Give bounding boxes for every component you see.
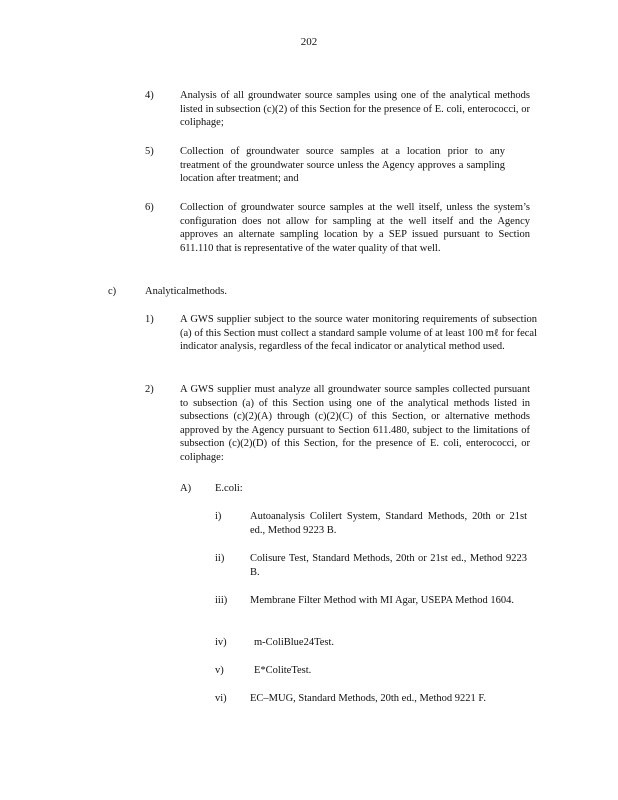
page-number: 202	[300, 36, 318, 48]
item-text: Collection of groundwater source samples at a location prior to any treatment of the groundwater source unless the Agency approves a sampling location after treatment; and	[180, 146, 505, 185]
method-label: i)	[215, 511, 222, 522]
section-label: c)	[108, 286, 117, 297]
method-text: m-ColiBlue24Test.	[254, 637, 335, 648]
method-text: Colisure Test, Standard Methods, 20th or 21st ed., Method 9223 B.	[250, 553, 527, 578]
item-text: Analysis of all groundwater source samples using one of the analytical methods listed in subsection (c)(2) of this Section for the presence of E. coli, enterococci, or coliphage;	[180, 90, 530, 129]
item-text: A GWS supplier must analyze all groundwater source samples collected pursuant to subsection (a) of this Section using one of the analytical methods listed in subsections (c)(2)(A) through (c)(2)(C) of this Section, or alternative methods approved by the Agency pursuant to Section 611.480, subject to the limitations of subsection (c)(2)(D) of this Section, for the presence of E. coli, enterococci, or coliphage:	[180, 384, 530, 463]
method-label: vi)	[215, 693, 227, 704]
method-label: iv)	[215, 637, 227, 648]
method-label: v)	[215, 665, 224, 676]
item-text: Collection of groundwater source samples at the well itself, unless the system’s configuration does not allow for sampling at the well itself and the Agency approves an alternate sampling location by a SEP issued pursuant to Section 611.110 that is representative of the water quality of that well.	[180, 202, 530, 254]
method-text: Autoanalysis Colilert System, Standard Methods, 20th or 21st ed., Method 9223 B.	[250, 511, 527, 536]
subsection-label: A)	[180, 483, 192, 494]
section-title: Analyticalmethods.	[145, 286, 227, 297]
method-text: EC–MUG, Standard Methods, 20th ed., Method 9221 F.	[250, 693, 486, 704]
item-label: 6)	[145, 202, 154, 213]
item-label: 2)	[145, 384, 154, 395]
method-label: iii)	[215, 595, 228, 606]
item-label: 1)	[145, 314, 154, 325]
subsection-title: E.coli:	[215, 483, 243, 494]
item-label: 4)	[145, 90, 154, 101]
item-label: 5)	[145, 146, 154, 157]
item-text: A GWS supplier subject to the source water monitoring requirements of subsection (a) of this Section must collect a standard sample volume of at least 100 mℓ for fecal indicator analysis, regardless of the fecal indicator or analytical method used.	[180, 314, 537, 353]
method-label: ii)	[215, 553, 225, 564]
method-text: E*ColiteTest.	[254, 665, 312, 676]
method-text: Membrane Filter Method with MI Agar, USEPA Method 1604.	[250, 595, 515, 606]
